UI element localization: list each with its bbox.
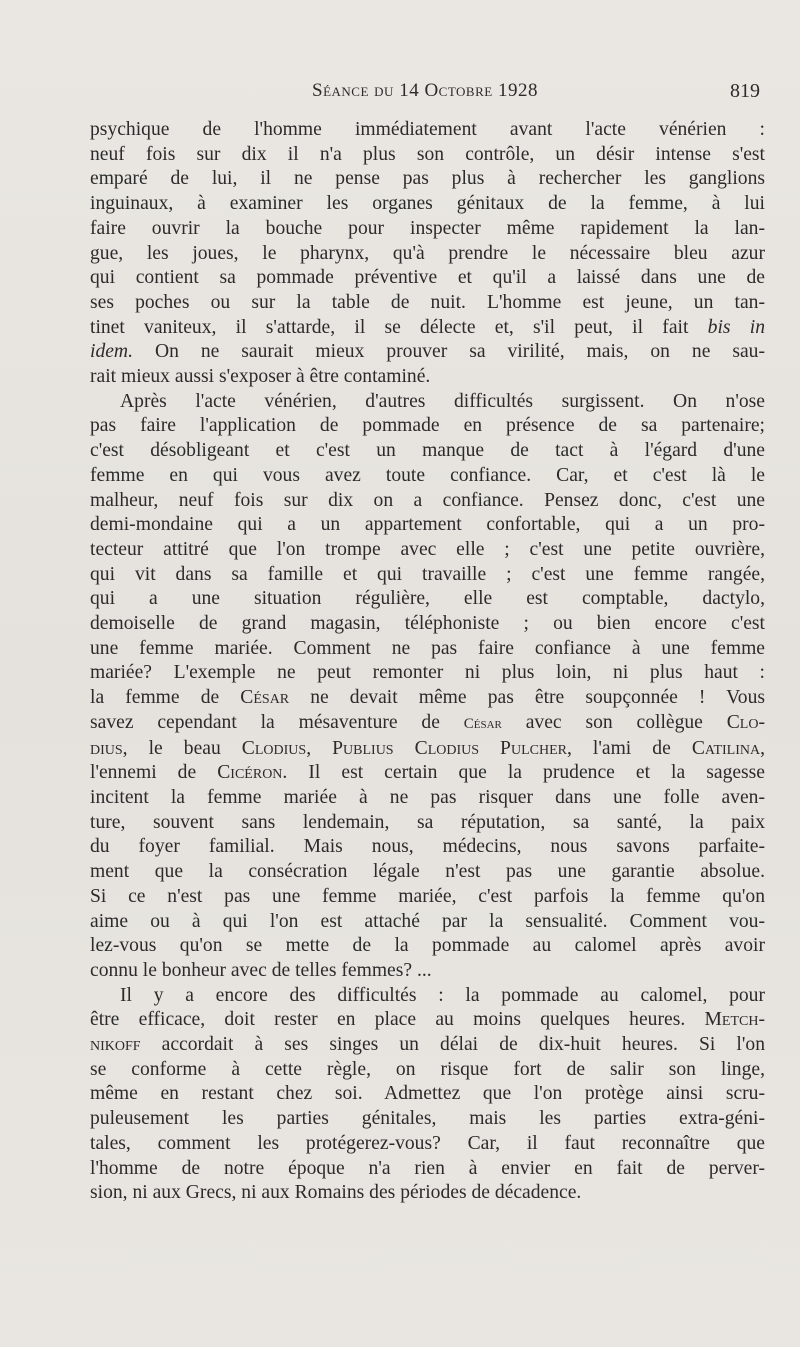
text-line: incitent la femme mariée à ne pas risquer dans une folle aven-: [90, 786, 765, 808]
text-line: ment que la consécration légale n'est pas une garantie absolue.: [90, 861, 765, 883]
text-line: puleusement les parties génitales, mais les parties extra-géni-: [90, 1108, 765, 1130]
text-run: . Il est certain que la prudence et la sagesse: [282, 762, 766, 784]
text-line: tecteur attitré que l'on trompe avec elle ; c'est une petite ouvrière,: [90, 538, 765, 560]
running-head: Séance du 14 Octobre 1928: [312, 80, 538, 101]
text-line: connu le bonheur avec de telles femmes? ...: [90, 959, 432, 981]
text-run: être efficace, doit rester en place au moins quelques heures.: [90, 1009, 705, 1031]
text-run: ne devait même pas être soupçonnée ! Vous: [289, 687, 766, 709]
text-run: savez cependant la mésaventure de: [90, 711, 464, 733]
text-run: accordait à ses singes un délai de dix-huit heures. Si l'on: [140, 1034, 765, 1056]
text-line: c'est désobligeant et c'est un manque de tact à l'égard d'une: [90, 440, 765, 462]
text-line: une femme mariée. Comment ne pas faire confiance à une femme: [90, 637, 765, 659]
text-line: lez-vous qu'on se mette de la pommade au calomel après avoir: [90, 935, 765, 957]
text-line: tales, comment les protégerez-vous? Car, il faut reconnaître que: [90, 1132, 765, 1154]
proper-name: Catilina,: [691, 737, 765, 759]
text-line: [90, 686, 765, 711]
text-line: [90, 340, 765, 365]
text-line: malheur, neuf fois sur dix on a confiance. Pensez donc, c'est une: [90, 489, 765, 511]
text-line: qui vit dans sa famille et qui travaille ; c'est une femme rangée,: [90, 563, 765, 585]
text-line: [90, 1033, 765, 1058]
text-line: mariée? L'exemple ne peut remonter ni plus loin, ni plus haut :: [90, 662, 765, 684]
text-line: neuf fois sur dix il n'a plus son contrôle, un désir intense s'est: [90, 143, 765, 165]
proper-name: César: [463, 715, 502, 732]
proper-name: Clodius: [241, 737, 307, 759]
text-line: femme en qui vous avez toute confiance. Car, et c'est là le: [90, 464, 765, 486]
proper-name: nikoff: [90, 1034, 141, 1056]
text-line: demoiselle de grand magasin, téléphoniste ; ou bien encore c'est: [90, 613, 765, 635]
text-run: , le beau: [122, 737, 242, 759]
text-line: qui a une situation régulière, elle est comptable, dactylo,: [90, 588, 765, 610]
text-line: Si ce n'est pas une femme mariée, c'est parfois la femme qu'on: [90, 885, 765, 907]
italic-run: idem.: [90, 341, 133, 363]
text-line: [90, 1008, 765, 1033]
proper-name: dius: [90, 737, 123, 759]
proper-name: Cicéron: [217, 762, 283, 784]
text-line: même en restant chez soi. Admettez que l'on protège ainsi scru-: [90, 1083, 765, 1105]
proper-name: César: [240, 687, 290, 709]
text-run: On ne saurait mieux prouver sa virilité, mais, on ne sau-: [133, 341, 765, 363]
text-line: inguinaux, à examiner les organes génitaux de la femme, à lui: [90, 193, 765, 215]
page-header: [90, 80, 760, 114]
text-line: sion, ni aux Grecs, ni aux Romains des périodes de décadence.: [90, 1182, 582, 1204]
text-line: psychique de l'homme immédiatement avant l'acte vénérien :: [90, 119, 765, 140]
proper-name: Metch-: [704, 1009, 765, 1031]
proper-name: Clo-: [726, 711, 765, 733]
text-line: dius, le beau Clodius, Publius Clodius Pulcher, l'ami de Catilina,: [90, 737, 765, 759]
text-line: aime ou à qui l'on est attaché par la sensualité. Comment vou-: [90, 910, 765, 932]
text-line: demi-mondaine qui a un appartement confortable, qui a un pro-: [90, 514, 765, 536]
text-line: du foyer familial. Mais nous, médecins, nous savons parfaite-: [90, 836, 765, 858]
text-line: qui contient sa pommade préventive et qu'il a laissé dans une de: [90, 267, 765, 289]
text-run: , l'ami de: [566, 737, 692, 759]
text-run: tinet vaniteux, il s'attarde, il se délecte et, s'il peut, il fait: [90, 316, 708, 338]
text-line: l'homme de notre époque n'a rien à envier en fait de perver-: [90, 1157, 765, 1179]
body-text: [90, 118, 765, 1206]
text-line: faire ouvrir la bouche pour inspecter même rapidement la lan-: [90, 217, 765, 239]
text-line: gue, les joues, le pharynx, qu'à prendre le nécessaire bleu azur: [90, 242, 765, 264]
proper-name: Publius Clodius Pulcher: [332, 737, 567, 759]
text-line: pas faire l'application de pommade en présence de sa partenaire;: [90, 415, 765, 437]
text-line: se conforme à cette règle, on risque fort de salir son linge,: [90, 1058, 765, 1080]
text-line: rait mieux aussi s'exposer à être contaminé.: [90, 366, 431, 388]
text-line: ture, souvent sans lendemain, sa réputation, sa santé, la paix: [90, 811, 765, 833]
text-line: [90, 711, 765, 737]
text-line: [90, 761, 765, 786]
italic-run: bis in: [707, 316, 765, 338]
text-run: avec son collègue: [501, 711, 727, 733]
text-line: emparé de lui, il ne pense pas plus à rechercher les ganglions: [90, 168, 765, 190]
text-run: la femme de: [90, 687, 241, 709]
paragraph-start-line: Après l'acte vénérien, d'autres difficultés surgissent. On n'ose: [120, 390, 765, 412]
page-number: 819: [730, 80, 760, 102]
text-line: ses poches ou sur la table de nuit. L'homme est jeune, un tan-: [90, 291, 765, 313]
paragraph-start-line: Il y a encore des difficultés : la pommade au calomel, pour: [120, 984, 765, 1006]
text-run: l'ennemi de: [90, 762, 218, 784]
text-line: [90, 316, 765, 341]
